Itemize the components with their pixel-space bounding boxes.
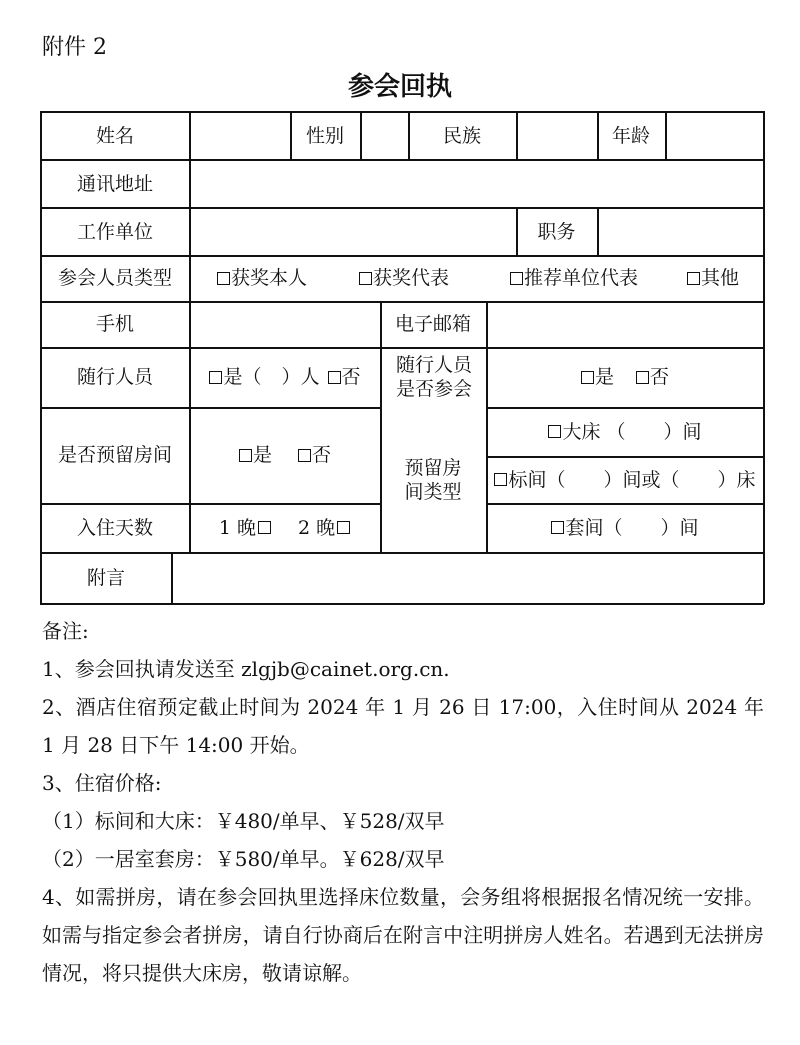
companion-attend-no-text: 否 — [650, 366, 670, 388]
companion-count-suffix: ）人 — [281, 366, 320, 388]
checkbox-icon[interactable] — [209, 371, 222, 384]
attachment-label: 附件 2 — [42, 35, 107, 60]
attendee-type-recommending-text: 推荐单位代表 — [523, 267, 638, 289]
checkbox-icon[interactable] — [217, 272, 230, 285]
position-field[interactable] — [598, 207, 763, 256]
attendee-type-option-other[interactable] — [678, 255, 748, 301]
note-item: 1、参会回执请发送至 zlgjb@cainet.org.cn. — [42, 657, 450, 681]
companion-label: 随行人员 — [76, 366, 153, 388]
companion-yes-text: 是（ — [223, 366, 262, 388]
name-label: 姓名 — [95, 124, 134, 147]
note-item: （2）一居室套房：￥580/单早。￥628/双早 — [42, 847, 445, 871]
remarks-field[interactable] — [172, 552, 763, 603]
companion-options — [190, 347, 380, 407]
remarks-label: 附言 — [86, 566, 125, 589]
checkbox-icon[interactable] — [298, 449, 311, 462]
reserve-room-options — [190, 407, 380, 503]
position-label: 职务 — [537, 220, 576, 243]
nights-label: 入住天数 — [76, 516, 153, 539]
companion-attend-yes-text: 是 — [594, 366, 614, 388]
note-item: 3、住宿价格: — [42, 771, 162, 795]
checkbox-icon[interactable] — [328, 371, 341, 384]
room-twin-text: 标间（ ）间或（ ）床 — [508, 468, 756, 491]
attendee-type-option-recommending-unit[interactable] — [492, 255, 656, 301]
address-field[interactable] — [190, 159, 763, 208]
ethnicity-field[interactable] — [517, 111, 597, 160]
form-title: 参会回执 — [347, 72, 452, 102]
notes-heading: 备注: — [42, 619, 89, 643]
age-label: 年龄 — [611, 124, 650, 147]
checkbox-icon[interactable] — [581, 371, 594, 384]
age-field[interactable] — [666, 111, 763, 160]
note-item: 2、酒店住宿预定截止时间为 2024 年 1 月 26 日 17:00，入住时间从 2024 年 1 月 28 日下午 14:00 开始。 — [42, 695, 764, 757]
nights-options — [190, 503, 380, 552]
note-item: （1）标间和大床：￥480/单早、￥528/双早 — [42, 809, 445, 833]
note-item: 4、如需拼房，请在参会回执里选择床位数量，会务组将根据报名情况统一安排。如需与指定参会者拼房，请自行协商后在附言中注明拼房人姓名。若遇到无法拼房情况，将只提供大床房，敬请谅解。 — [42, 885, 764, 985]
companion-no-text: 否 — [341, 366, 361, 388]
checkbox-icon[interactable] — [636, 371, 649, 384]
checkbox-icon[interactable] — [337, 521, 350, 534]
room-suite-option — [487, 503, 763, 552]
attendee-type-label: 参会人员类型 — [57, 267, 172, 289]
workplace-field[interactable] — [190, 207, 516, 256]
ethnicity-label: 民族 — [442, 124, 481, 147]
notes-section — [42, 612, 764, 992]
room-type-label: 预留房间类型 — [404, 457, 462, 503]
attendee-type-winner-text: 获奖本人 — [230, 267, 307, 289]
checkbox-icon[interactable] — [510, 272, 523, 285]
one-night-text: 1 晚 — [218, 516, 256, 539]
attendee-type-representative-text: 获奖代表 — [372, 267, 449, 289]
checkbox-icon[interactable] — [359, 272, 372, 285]
name-field[interactable] — [190, 111, 290, 160]
reserve-no-text: 否 — [312, 444, 332, 466]
checkbox-icon[interactable] — [687, 272, 700, 285]
checkbox-icon[interactable] — [548, 425, 561, 438]
mobile-label: 手机 — [95, 313, 134, 335]
checkbox-icon[interactable] — [239, 449, 252, 462]
checkbox-icon[interactable] — [494, 473, 507, 486]
reserve-room-label: 是否预留房间 — [57, 444, 172, 466]
reserve-yes-text: 是 — [252, 444, 272, 466]
address-label: 通讯地址 — [76, 172, 153, 195]
gender-label: 性别 — [305, 124, 344, 147]
two-nights-text: 2 晚 — [298, 516, 336, 539]
attendee-type-other-text: 其他 — [700, 267, 739, 289]
room-king-text: 大床 （ ）间 — [562, 420, 702, 443]
email-label: 电子邮箱 — [394, 313, 471, 335]
room-king-option — [487, 407, 763, 456]
companion-attend-options — [487, 347, 763, 407]
gender-field[interactable] — [361, 111, 408, 160]
room-suite-text: 套间（ ）间 — [565, 516, 699, 539]
table-border-bottom — [40, 603, 764, 605]
companion-attend-label: 随行人员是否参会 — [395, 354, 472, 400]
table-border-right — [763, 111, 765, 604]
email-field[interactable] — [487, 301, 763, 347]
checkbox-icon[interactable] — [258, 521, 271, 534]
checkbox-icon[interactable] — [551, 521, 564, 534]
room-twin-option — [487, 456, 763, 503]
attendee-type-option-winner[interactable] — [206, 255, 318, 301]
mobile-field[interactable] — [190, 301, 380, 347]
attendee-type-option-representative[interactable] — [346, 255, 462, 301]
workplace-label: 工作单位 — [76, 220, 153, 243]
